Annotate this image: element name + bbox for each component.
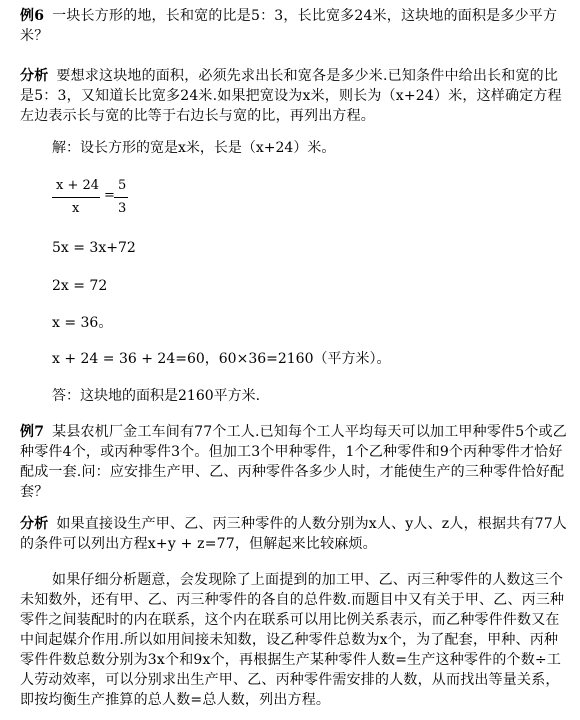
- fraction-left-denominator: x: [72, 201, 80, 216]
- example6-problem-text: 一块长方形的地，长和宽的比是5：3，长比宽多24米，这块地的面积是多少平方米？: [20, 8, 558, 44]
- example6-solution-intro: 解：设长方形的宽是x米，长是（x+24）米。: [52, 140, 336, 156]
- fraction-right-bar: [114, 197, 128, 198]
- fraction-left-numerator: x + 24: [56, 178, 100, 193]
- example7-label: 例7: [20, 424, 45, 440]
- example6-analysis-text: 要想求这块地的面积，必须先求出长和宽各是多少米.已知条件中给出长和宽的比是5：3，又知道长比宽多24米.如果把宽设为x米，则长为（x+24）米，这样确定方程左边表示长与宽的比等于右边长与宽的比，再列出方程。: [20, 68, 562, 124]
- fraction-equation: [52, 178, 172, 220]
- example7-problem: [20, 422, 568, 502]
- equation-step-1: 5x = 3x+72: [52, 240, 136, 256]
- fraction-left-bar: [52, 197, 100, 198]
- equation-step-3: x = 36。: [52, 315, 113, 331]
- equation-step-4: x + 24 = 36 + 24=60，60×36=2160（平方米）。: [52, 351, 391, 367]
- example6-analysis: [20, 66, 568, 126]
- example7-problem-text: 某县农机厂金工车间有77个工人.已知每个工人平均每天可以加工甲种零件5个或乙种零件4个，或丙种零件3个。但加工3个甲种零件，1个乙种零件和9个丙种零件才恰好配成一套.问：应安排生产甲、乙、丙种零件各多少人时，才能使生产的三种零件恰好配套？: [20, 424, 567, 500]
- fraction-right-numerator: 5: [118, 178, 127, 193]
- example7-analysis-paragraph-2: 如果仔细分析题意，会发现除了上面提到的加工甲、乙、丙三种零件的人数这三个未知数外，还有甲、乙、丙三种零件的各自的总件数.而题目中又有关于甲、乙、丙三种零件之间装配时的内在联系，这个内在联系可以用比例关系表示，而乙种零件件数又在中间起媒介作用.所以如用间接未知数，设乙种零件总数为x个，为了配套，甲种、丙种零件件数总数分别为3x个和9x个，再根据生产某种零件人数=生产这种零件的个数÷工人劳动效率，可以分别求出生产甲、乙、丙种零件需安排的人数，从而找出等量关系，即按均衡生产推算的总人数=总人数，列出方程。: [20, 572, 565, 708]
- equation-step-2: 2x = 72: [52, 278, 108, 294]
- example6-analysis-label: 分析: [20, 68, 49, 84]
- fraction-equals-sign: =: [104, 188, 115, 203]
- example6-answer: 答：这块地的面积是2160平方米.: [52, 388, 261, 404]
- example7-analysis: [20, 514, 568, 554]
- example6-problem: [20, 6, 568, 46]
- example7-analysis-label: 分析: [20, 516, 49, 532]
- example6-label: 例6: [20, 8, 45, 24]
- example7-analysis-text: 如果直接设生产甲、乙、丙三种零件的人数分别为x人、y人、z人，根据共有77人的条件可以列出方程x+y + z=77，但解起来比较麻烦。: [20, 516, 567, 552]
- fraction-right-denominator: 3: [118, 201, 127, 216]
